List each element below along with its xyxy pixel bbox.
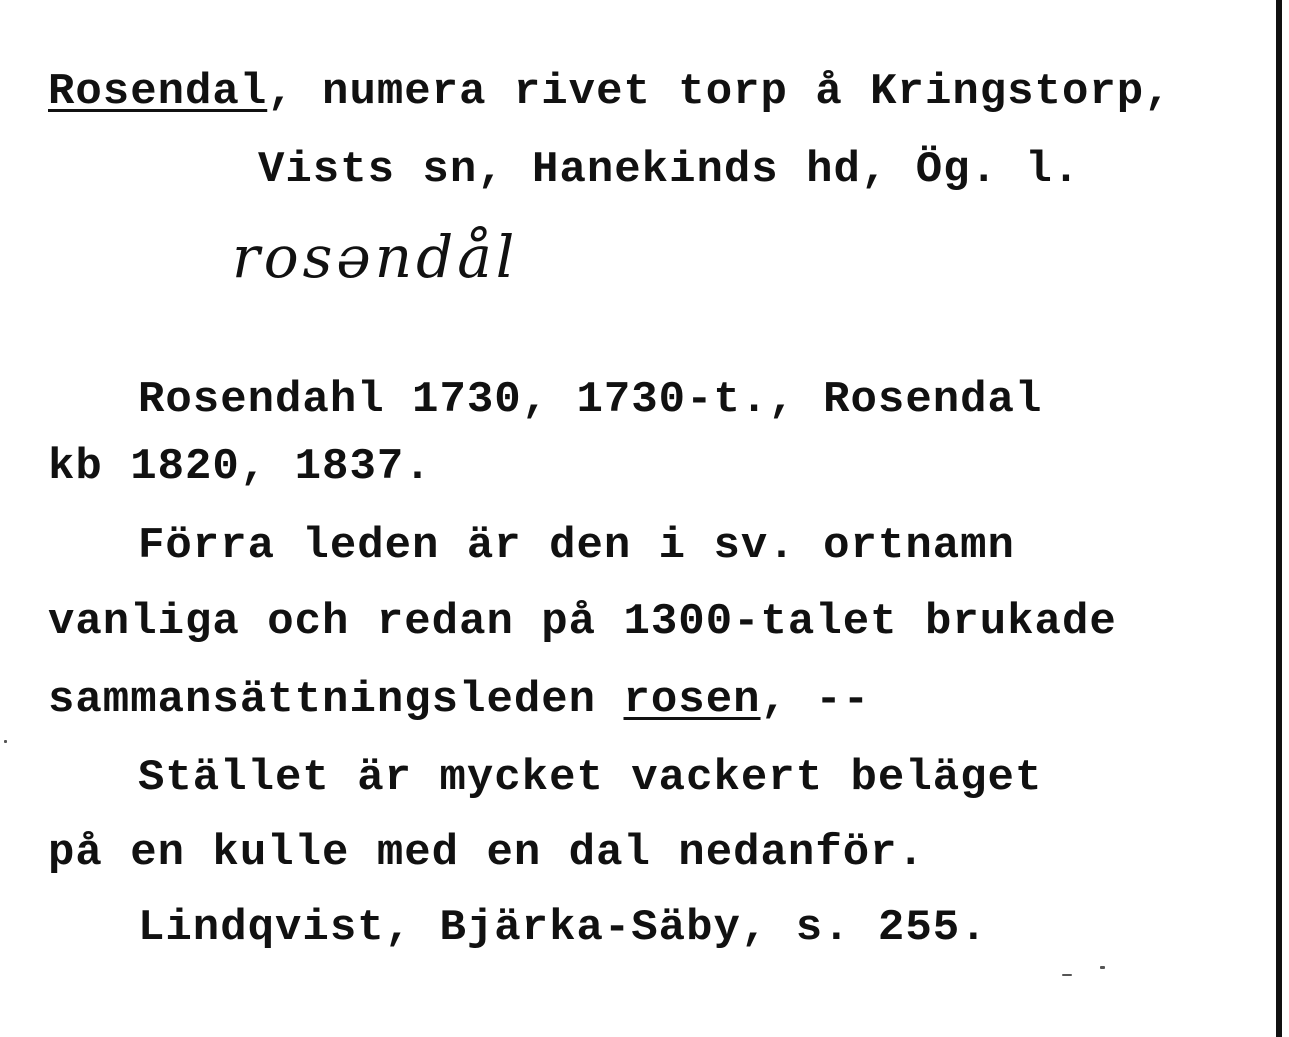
underlined-word: rosen bbox=[623, 675, 761, 725]
para2-line-1: Förra leden är den i sv. ortnamn bbox=[138, 521, 1015, 571]
para2-line-3-end: , -- bbox=[760, 675, 871, 725]
heading-line-2: Vists sn, Hanekinds hd, Ög. l. bbox=[258, 145, 1081, 195]
para1-line-1: Rosendahl 1730, 1730-t., Rosendal bbox=[138, 375, 1043, 425]
para2-line-3-text: sammansättningsleden bbox=[48, 675, 624, 725]
para2-line-2: vanliga och redan på 1300-talet brukade bbox=[48, 597, 1117, 647]
speck bbox=[1100, 966, 1105, 969]
card-edge bbox=[1276, 0, 1282, 1037]
para3-line-2: på en kulle med en dal nedanför. bbox=[48, 828, 925, 878]
heading-line-1 bbox=[48, 66, 1172, 118]
para1-line-2: kb 1820, 1837. bbox=[48, 442, 432, 492]
place-name: Rosendal bbox=[48, 67, 268, 117]
source-reference: Lindqvist, Bjärka-Säby, s. 255. bbox=[138, 903, 988, 953]
para3-line-1: Stället är mycket vackert beläget bbox=[138, 753, 1043, 803]
heading-description: , numera rivet torp å Kringstorp, bbox=[267, 67, 1172, 117]
handwritten-pronunciation: rosəndål bbox=[232, 223, 519, 291]
speck bbox=[1062, 974, 1072, 976]
speck bbox=[4, 740, 7, 743]
para2-line-3 bbox=[48, 674, 870, 726]
